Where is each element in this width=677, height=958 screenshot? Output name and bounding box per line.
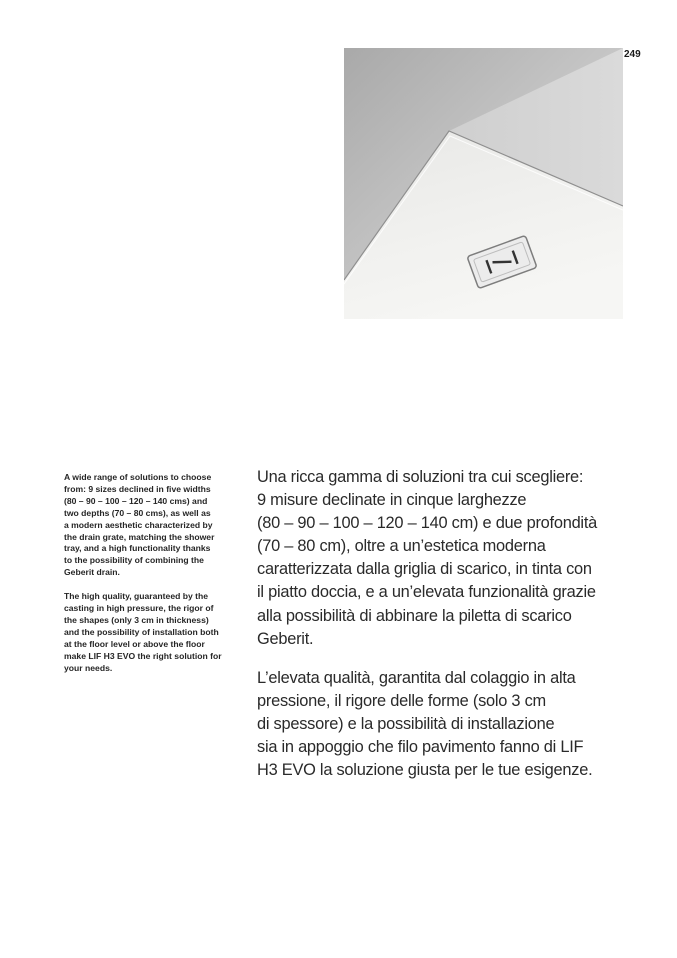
shower-tray-drain-illustration <box>344 48 623 319</box>
shower-tray-photo <box>344 48 623 319</box>
italian-paragraph-1: Una ricca gamma di soluzioni tra cui scegliere: 9 misure declinate in cinque larghezze (80 – 90 – 100 – 120 – 140 cm) e due profondità (70 – 80 cm), oltre a un’estetica moderna caratterizzata dalla griglia di scarico, in tinta con il piatto doccia, e a un’elevata funzionalità grazie alla possibilità di abbinare la piletta di scarico Geberit. <box>257 468 597 648</box>
english-paragraph-2: The high quality, guaranteed by the casting in high pressure, the rigor of the shapes (only 3 cm in thickness) and the possibility of installation both at the floor level or above the floor make LIF H3 EVO the right solution for your needs. <box>64 591 222 673</box>
english-paragraph-1: A wide range of solutions to choose from: 9 sizes declined in five widths (80 – 90 – 100 – 120 – 140 cms) and two depths (70 – 80 cms), as well as a modern aesthetic characterized by the drain grate, matching the shower tray, and a high functionality thanks to the possibility of combining the Geberit drain. <box>64 472 215 578</box>
english-description <box>64 472 244 675</box>
page-number: 249 <box>624 49 641 60</box>
italian-description <box>257 466 637 782</box>
italian-paragraph-2: L’elevata qualità, garantita dal colaggio in alta pressione, il rigore delle forme (solo 3 cm di spessore) e la possibilità di installazione sia in appoggio che filo pavimento fanno di LIF H3 EVO la soluzione giusta per le tue esigenze. <box>257 668 593 780</box>
